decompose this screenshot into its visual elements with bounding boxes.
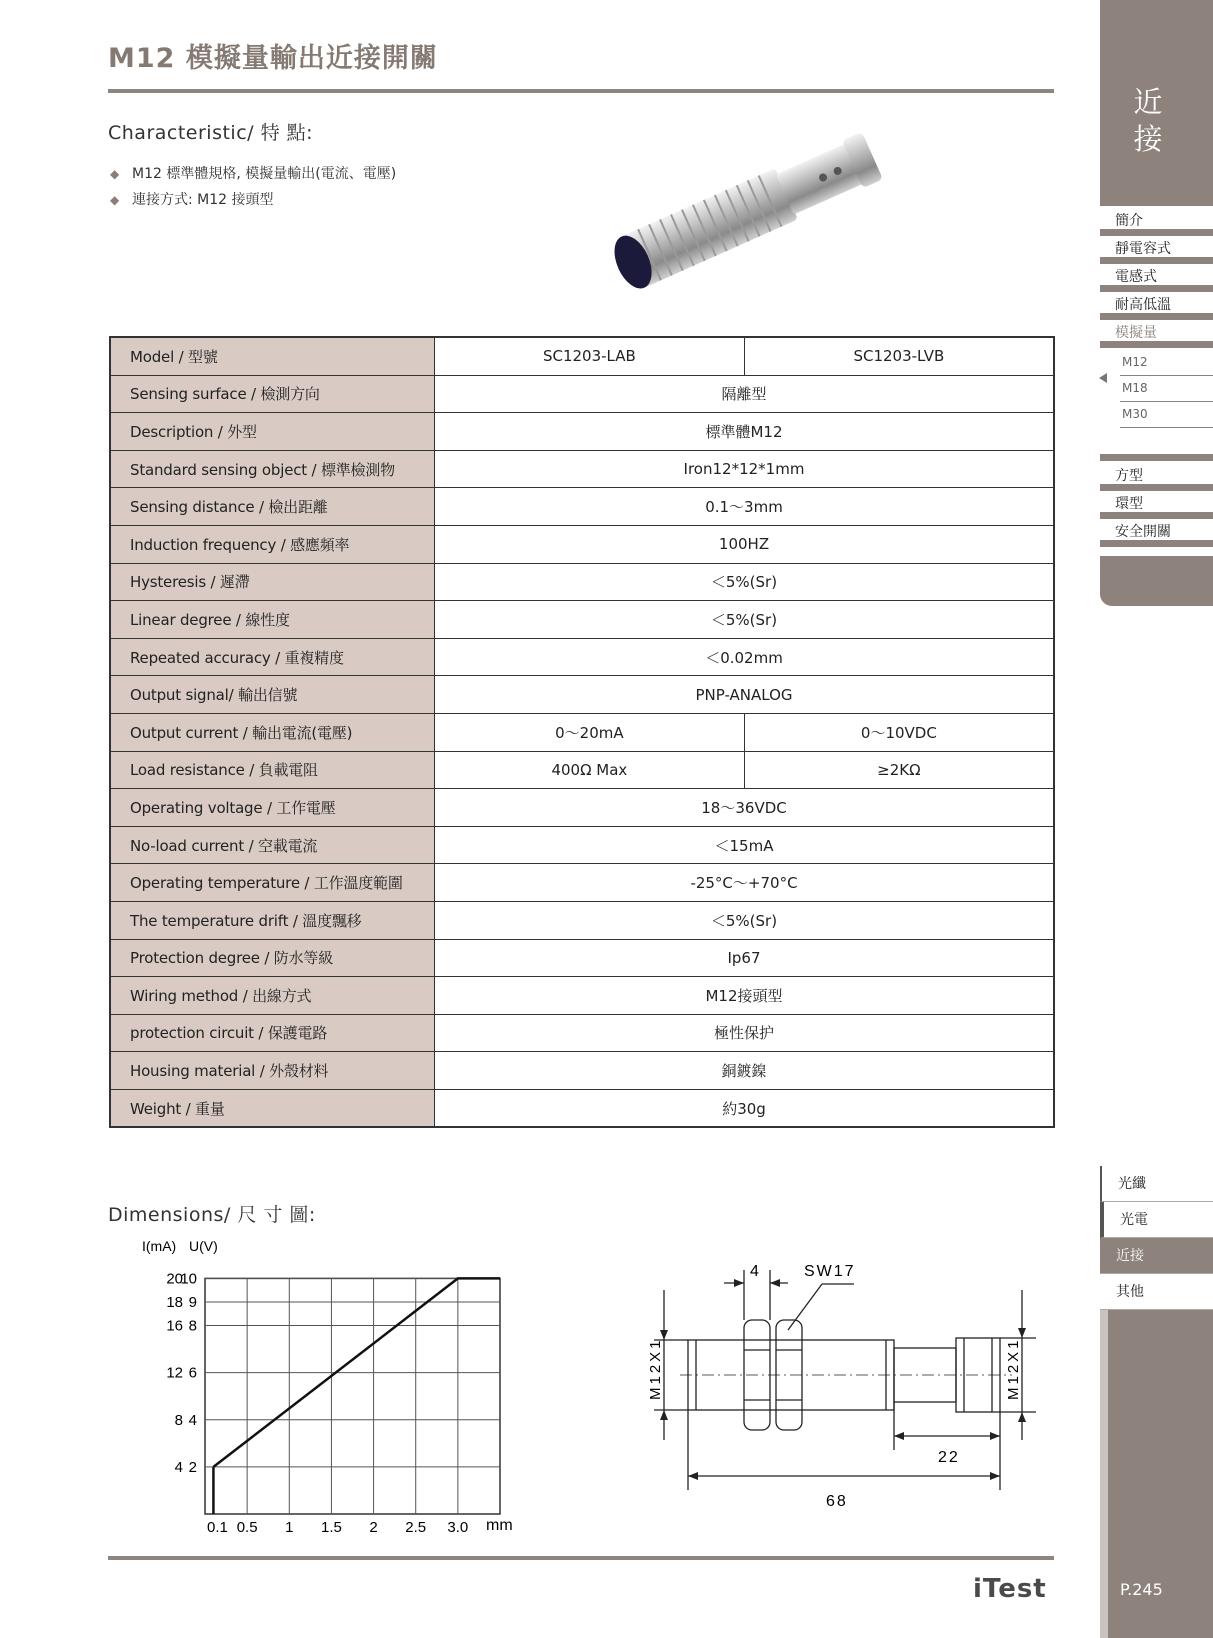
spec-label: Induction frequency / 感應頻率 [110, 525, 435, 563]
spec-table [109, 336, 1055, 1128]
characteristic-heading: Characteristic/ 特 點: [108, 122, 314, 144]
spec-label: Hysteresis / 遲滯 [110, 563, 435, 601]
spec-label: Repeated accuracy / 重複精度 [110, 638, 435, 676]
y-tick-label-right: 9 [188, 1293, 197, 1311]
table-row [110, 789, 1054, 827]
table-row [110, 713, 1054, 751]
spec-label: Load resistance / 負載電阻 [110, 751, 435, 789]
spec-value: 約30g [435, 1089, 1055, 1127]
spec-label: protection circuit / 保護電路 [110, 1014, 435, 1052]
sidebar-subitem-m12[interactable]: M12 [1120, 355, 1213, 376]
y-tick-label-left: 20 [166, 1270, 183, 1288]
y-tick-label-right: 2 [188, 1458, 197, 1476]
footer-divider [108, 1556, 1054, 1560]
y-axis-label-left: I(mA) [142, 1238, 177, 1254]
table-row [110, 676, 1054, 714]
sidebar-divider [1100, 540, 1213, 547]
page-title: M12 模擬量輸出近接開關 [108, 43, 438, 74]
spec-value: 0～20mA [435, 713, 745, 751]
spec-value: 標準體M12 [435, 413, 1055, 451]
spec-label: Output signal/ 輸出信號 [110, 676, 435, 714]
category-photoelectric[interactable]: 光電 [1100, 1202, 1213, 1238]
sidebar-menu-end [1100, 556, 1213, 606]
dimension-label: M12X1 [647, 1337, 664, 1400]
dimension-label: 4 [750, 1263, 759, 1280]
sidebar-divider [1100, 484, 1213, 491]
sidebar-subitem-m18[interactable]: M18 [1120, 381, 1213, 402]
chart-frame [205, 1278, 500, 1514]
sidebar-item-ring[interactable]: 環型 [1115, 496, 1143, 512]
x-tick-label: 0.1 [206, 1519, 228, 1536]
list-item: ◆ 連接方式: M12 接頭型 [108, 187, 396, 213]
spec-value: Iron12*12*1mm [435, 450, 1055, 488]
sidebar-item-capacitive[interactable]: 靜電容式 [1115, 241, 1171, 257]
table-row [110, 488, 1054, 526]
sidebar-item-intro[interactable]: 簡介 [1115, 213, 1143, 229]
table-row [110, 601, 1054, 639]
y-tick-label-right: 6 [188, 1364, 197, 1382]
spec-label: Output current / 輸出電流(電壓) [110, 713, 435, 751]
x-tick-label: 2.5 [405, 1519, 427, 1536]
spec-value: ＜5%(Sr) [435, 601, 1055, 639]
spec-label: Operating voltage / 工作電壓 [110, 789, 435, 827]
sidebar-item-safety-switch[interactable]: 安全開關 [1115, 524, 1171, 540]
sidebar-divider [1100, 512, 1213, 519]
spec-label: Sensing distance / 檢出距離 [110, 488, 435, 526]
table-row [110, 450, 1054, 488]
spec-value: 隔離型 [435, 375, 1055, 413]
sidebar-divider [1100, 341, 1213, 348]
x-tick-label: 2 [369, 1519, 378, 1536]
spec-value: M12接頭型 [435, 977, 1055, 1015]
table-row [110, 939, 1054, 977]
y-tick-label-left: 12 [166, 1364, 183, 1382]
sidebar-subitem-m30[interactable]: M30 [1120, 407, 1213, 428]
spec-value: 0～10VDC [744, 713, 1054, 751]
y-tick-label-left: 16 [166, 1317, 183, 1335]
spec-value: ＜0.02mm [435, 638, 1055, 676]
x-axis-unit: mm [486, 1517, 513, 1534]
dimension-label: 68 [826, 1493, 848, 1510]
title-divider [108, 89, 1054, 93]
table-row [110, 864, 1054, 902]
table-row [110, 826, 1054, 864]
spec-value: SC1203-LAB [435, 337, 745, 375]
dimension-label: 22 [938, 1449, 960, 1466]
sidebar-item-inductive[interactable]: 電感式 [1115, 269, 1157, 285]
sidebar-divider [1100, 229, 1213, 236]
table-row [110, 525, 1054, 563]
y-tick-label-right: 4 [188, 1411, 197, 1429]
sidebar-divider [1100, 313, 1213, 320]
table-row [110, 375, 1054, 413]
sidebar-section-header [1100, 0, 1213, 206]
spec-label: Standard sensing object / 標準檢測物 [110, 450, 435, 488]
dimension-label: SW17 [804, 1263, 856, 1280]
sidebar-item-square[interactable]: 方型 [1115, 468, 1143, 484]
dimensions-heading: Dimensions/ 尺 寸 圖: [108, 1204, 316, 1226]
x-tick-label: 1 [285, 1519, 294, 1536]
spec-value: 18～36VDC [435, 789, 1055, 827]
table-row [110, 1014, 1054, 1052]
category-fiber[interactable]: 光纖 [1100, 1166, 1213, 1202]
y-tick-label-right: 10 [180, 1270, 197, 1288]
spec-label: Protection degree / 防水等級 [110, 939, 435, 977]
table-row [110, 1052, 1054, 1090]
spec-value: ≥2KΩ [744, 751, 1054, 789]
spec-label: Operating temperature / 工作溫度範圍 [110, 864, 435, 902]
spec-value: 0.1～3mm [435, 488, 1055, 526]
table-row [110, 977, 1054, 1015]
table-row [110, 337, 1054, 375]
x-tick-label: 0.5 [236, 1519, 258, 1536]
category-proximity[interactable]: 近接 [1100, 1238, 1213, 1274]
section-title: 近接 [1133, 85, 1163, 156]
spec-label: No-load current / 空載電流 [110, 826, 435, 864]
sidebar-divider [1100, 454, 1213, 461]
y-axis-label-right: U(V) [189, 1238, 218, 1254]
diamond-bullet-icon: ◆ [110, 167, 120, 181]
x-tick-label: 3.0 [447, 1519, 469, 1536]
y-tick-label-left: 18 [166, 1293, 183, 1311]
page-number: P.245 [1120, 1580, 1163, 1599]
characteristic-list [108, 161, 396, 213]
sidebar-item-analog[interactable]: 模擬量 [1115, 325, 1157, 341]
y-tick-label-left: 8 [174, 1411, 183, 1429]
x-tick-label: 1.5 [320, 1519, 342, 1536]
y-tick-label-right: 8 [188, 1317, 197, 1335]
current-item-arrow-icon [1099, 373, 1107, 383]
spec-value: ＜5%(Sr) [435, 901, 1055, 939]
table-row [110, 413, 1054, 451]
spec-value: 400Ω Max [435, 751, 745, 789]
spec-label: Housing material / 外殼材料 [110, 1052, 435, 1090]
spec-value: ＜5%(Sr) [435, 563, 1055, 601]
spec-label: Weight / 重量 [110, 1089, 435, 1127]
spec-value: Ip67 [435, 939, 1055, 977]
spec-label: Model / 型號 [110, 337, 435, 375]
table-row [110, 901, 1054, 939]
diamond-bullet-icon: ◆ [110, 193, 120, 207]
category-other[interactable]: 其他 [1100, 1274, 1213, 1310]
brand-logo: iTest [973, 1574, 1047, 1604]
spec-label: Wiring method / 出線方式 [110, 977, 435, 1015]
dimension-drawing [640, 1250, 1060, 1510]
spec-label: The temperature drift / 溫度飄移 [110, 901, 435, 939]
sidebar-item-high-low-temp[interactable]: 耐高低溫 [1115, 297, 1171, 313]
sidebar-divider [1100, 285, 1213, 292]
table-row [110, 563, 1054, 601]
dimension-label: M12X1 [1005, 1337, 1022, 1400]
y-tick-label-left: 4 [174, 1458, 183, 1476]
product-image [600, 120, 910, 300]
spec-value: 極性保护 [435, 1014, 1055, 1052]
table-row [110, 1089, 1054, 1127]
table-row [110, 751, 1054, 789]
list-item: ◆ M12 標準體規格, 模擬量輸出(電流、電壓) [108, 161, 396, 187]
spec-label: Linear degree / 線性度 [110, 601, 435, 639]
spec-value: 銅鍍鎳 [435, 1052, 1055, 1090]
spec-value: -25°C～+70°C [435, 864, 1055, 902]
spec-value: SC1203-LVB [744, 337, 1054, 375]
sidebar-divider [1100, 257, 1213, 264]
spec-label: Sensing surface / 檢測方向 [110, 375, 435, 413]
spec-label: Description / 外型 [110, 413, 435, 451]
spec-value: 100HZ [435, 525, 1055, 563]
spec-value: PNP-ANALOG [435, 676, 1055, 714]
spec-value: ＜15mA [435, 826, 1055, 864]
output-curve-chart [130, 1232, 530, 1540]
table-row [110, 638, 1054, 676]
